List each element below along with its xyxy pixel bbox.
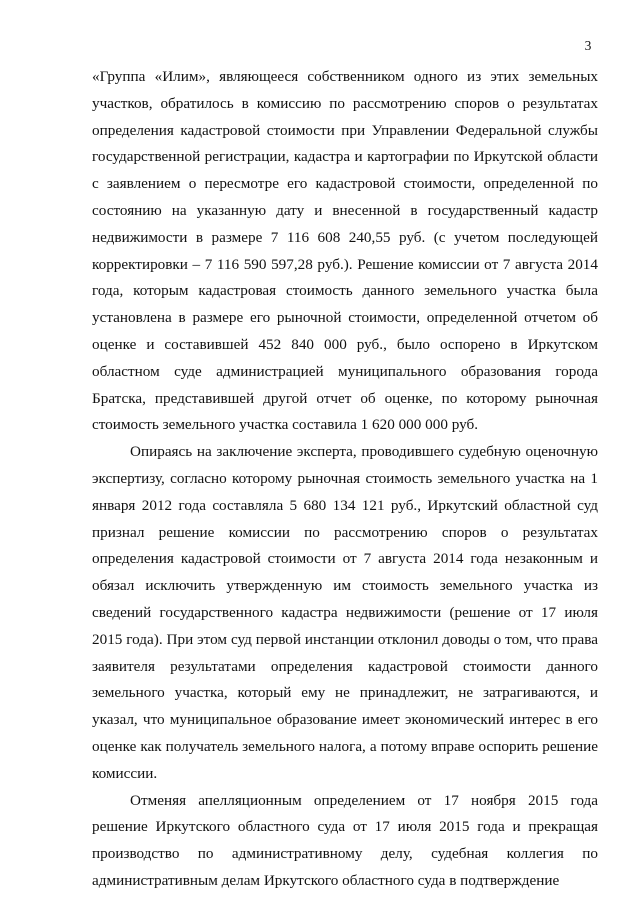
page-number: 3: [584, 38, 592, 53]
paragraph-3: Отменяя апелляционным определением от 17 ноября 2015 года решение Иркутского областного суда от 17 июля 2015 года и прекращая производство по административному делу, судебная коллегия по административным делам Иркутского областного суда в подтверждение: [92, 791, 598, 889]
paragraph-1: «Группа «Илим», являющееся собственником одного из этих земельных участков, обратилось в комиссию по рассмотрению споров о результатах определения кадастровой стоимости при Управлении Федеральной службы государственной регистрации, кадастра и картографии по Иркутской области с заявлением о пересмотре его кадастровой стоимости, определенной по состоянию на указанную дату и внесенной в государственный кадастр недвижимости в размере 7 116 608 240,55 руб. (с учетом последующей корректировки – 7 116 590 597,28 руб.). Решение комиссии от 7 августа 2014 года, которым кадастровая стоимость данного земельного участка была установлена в размере его рыночной стоимости, определенной отчетом об оценке и составившей 452 840 000 руб., было оспорено в Иркутском областном суде администрацией муниципального образования города Братска, представившей другой отчет об оценке, по которому рыночная стоимость земельного участка составила 1 620 000 000 руб.: [92, 68, 598, 434]
document-body: [92, 64, 598, 895]
paragraph-2: Опираясь на заключение эксперта, проводившего судебную оценочную экспертизу, согласно которому рыночная стоимость земельного участка на 1 января 2012 года составляла 5 680 134 121 руб., Иркутский областной суд признал решение комиссии по рассмотрению споров о результатах определения кадастровой стоимости от 7 августа 2014 года незаконным и обязал исключить утвержденную им стоимость земельного участка из сведений государственного кадастра недвижимости (решение от 17 июля 2015 года). При этом суд первой инстанции отклонил доводы о том, что права заявителя результатами определения кадастровой стоимости данного земельного участка, который ему не принадлежит, не затрагиваются, и указал, что муниципальное образование имеет экономический интерес в его оценке как получатель земельного налога, а потому вправе оспорить решение комиссии.: [92, 443, 598, 782]
